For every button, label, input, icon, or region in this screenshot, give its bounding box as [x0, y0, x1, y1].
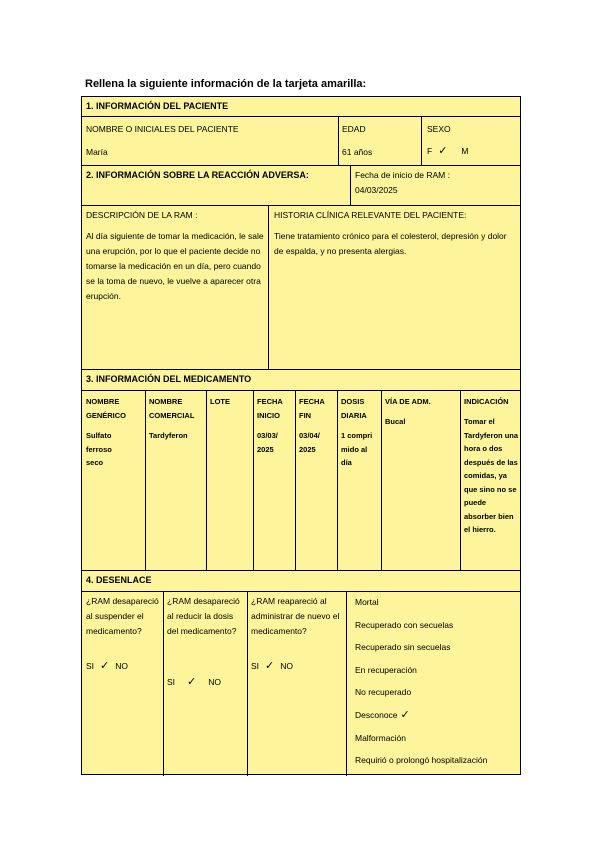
col-commercial-name: NOMBRE COMERCIAL — [149, 397, 195, 420]
outcome-unknown — [355, 708, 413, 723]
divider — [145, 390, 146, 570]
col-daily-dose: DOSIS DIARIA — [341, 397, 367, 420]
check-icon: ✓ — [187, 676, 197, 688]
si-option: SI — [167, 677, 176, 687]
divider — [350, 165, 351, 205]
divider — [381, 390, 382, 570]
patient-name-label: NOMBRE O INICIALES DEL PACIENTE — [86, 124, 239, 134]
sex-m-option: M — [461, 146, 469, 156]
clinical-history-value: Tiene tratamiento crónico para el colesterol, depresión y dolor de espalda, y no presenta alergias. — [274, 231, 507, 256]
no-option: NO — [115, 661, 128, 671]
ram-date-label: Fecha de inicio de RAM : — [355, 170, 450, 180]
outcome-recovered-with-sequelae: Recuperado con secuelas — [355, 620, 454, 630]
divider — [163, 591, 164, 776]
cell-daily-dose: 1 compri mido al día — [341, 431, 373, 467]
question-disappeared-on-reduce: ¿RAM desapareció al reducir la dosis del medicamento? — [167, 596, 240, 636]
section-3-title: 3. INFORMACIÓN DEL MEDICAMENTO — [86, 374, 252, 384]
yellow-card-form — [81, 96, 521, 775]
cell-start-date: 03/03/ 2025 — [257, 431, 278, 454]
col-generic-name: NOMBRE GENÉRICO — [86, 397, 127, 420]
cell-commercial-name: Tardyferon — [149, 431, 188, 440]
divider — [82, 570, 520, 571]
no-option: NO — [208, 677, 221, 687]
question-reappeared-on-readminister: ¿RAM reapareció al administrar de nuevo el medicamento? — [251, 596, 340, 636]
check-icon: ✓ — [400, 709, 410, 721]
divider — [337, 390, 338, 570]
check-icon: ✓ — [265, 660, 275, 672]
col-indication: INDICACIÓN — [464, 397, 509, 406]
section-2-title: 2. INFORMACIÓN SOBRE LA REACCIÓN ADVERSA: — [86, 170, 309, 180]
answer-disappeared-on-stop — [86, 659, 128, 674]
divider — [82, 205, 520, 206]
si-option: SI — [251, 661, 260, 671]
check-icon: ✓ — [100, 660, 110, 672]
divider — [338, 116, 339, 165]
form-heading: Rellena la siguiente información de la tarjeta amarilla: — [85, 78, 367, 90]
col-route: VÍA DE ADM. — [385, 397, 431, 406]
outcome-unknown-label: Desconoce — [355, 710, 398, 720]
answer-disappeared-on-reduce — [167, 675, 221, 690]
col-lote: LOTE — [210, 397, 230, 406]
section-4-title: 4. DESENLACE — [86, 575, 152, 585]
divider — [268, 205, 269, 369]
question-disappeared-on-stop: ¿RAM desapareció al suspender el medicamento? — [86, 596, 159, 636]
divider — [82, 369, 520, 370]
ram-description-value: Al día siguiente de tomar la medicación, le sale una erupción, por lo que el paciente decide no tomarse la medicación en un día, pero cuando se la toma de nuevo, le vuelve a aparecer otra erupción. — [86, 231, 264, 301]
sex-label: SEXO — [427, 124, 451, 134]
section-1-title: 1. INFORMACIÓN DEL PACIENTE — [86, 101, 229, 111]
si-option: SI — [86, 661, 95, 671]
sex-f-option: F — [427, 146, 433, 156]
cell-generic-name: Sulfato ferroso seco — [86, 431, 112, 467]
divider — [346, 591, 347, 776]
divider — [82, 116, 520, 117]
cell-indication: Tomar el Tardyferon una hora o dos después de las comidas, ya que sino no se puede absorber bien el hierro. — [464, 417, 519, 534]
no-option: NO — [280, 661, 293, 671]
divider — [82, 591, 520, 592]
patient-name-value: María — [86, 147, 108, 157]
cell-end-date: 03/04/ 2025 — [299, 431, 320, 454]
divider — [253, 390, 254, 570]
col-end-date: FECHA FIN — [299, 397, 325, 420]
divider — [247, 591, 248, 776]
outcome-recovered-without-sequelae: Recuperado sin secuelas — [355, 642, 451, 652]
cell-route: Bucal — [385, 417, 406, 426]
outcome-mortal: Mortal — [355, 597, 379, 607]
outcome-hospitalization: Requirió o prolongó hospitalización — [355, 755, 488, 765]
age-value: 61 años — [342, 147, 373, 157]
ram-date-value: 04/03/2025 — [355, 185, 398, 195]
divider — [460, 390, 461, 570]
outcome-not-recovered: No recuperado — [355, 687, 412, 697]
divider — [206, 390, 207, 570]
outcome-recovering: En recuperación — [355, 665, 417, 675]
col-start-date: FECHA INICIO — [257, 397, 283, 420]
clinical-history-label: HISTORIA CLÍNICA RELEVANTE DEL PACIENTE: — [274, 210, 467, 220]
divider — [82, 165, 520, 166]
divider — [82, 390, 520, 391]
sex-options — [427, 144, 469, 159]
answer-reappeared-on-readminister — [251, 659, 293, 674]
age-label: EDAD — [342, 124, 366, 134]
check-icon: ✓ — [438, 145, 448, 157]
divider — [421, 116, 422, 165]
ram-description-label: DESCRIPCIÓN DE LA RAM : — [86, 210, 198, 220]
divider — [295, 390, 296, 570]
outcome-malformation: Malformación — [355, 733, 407, 743]
